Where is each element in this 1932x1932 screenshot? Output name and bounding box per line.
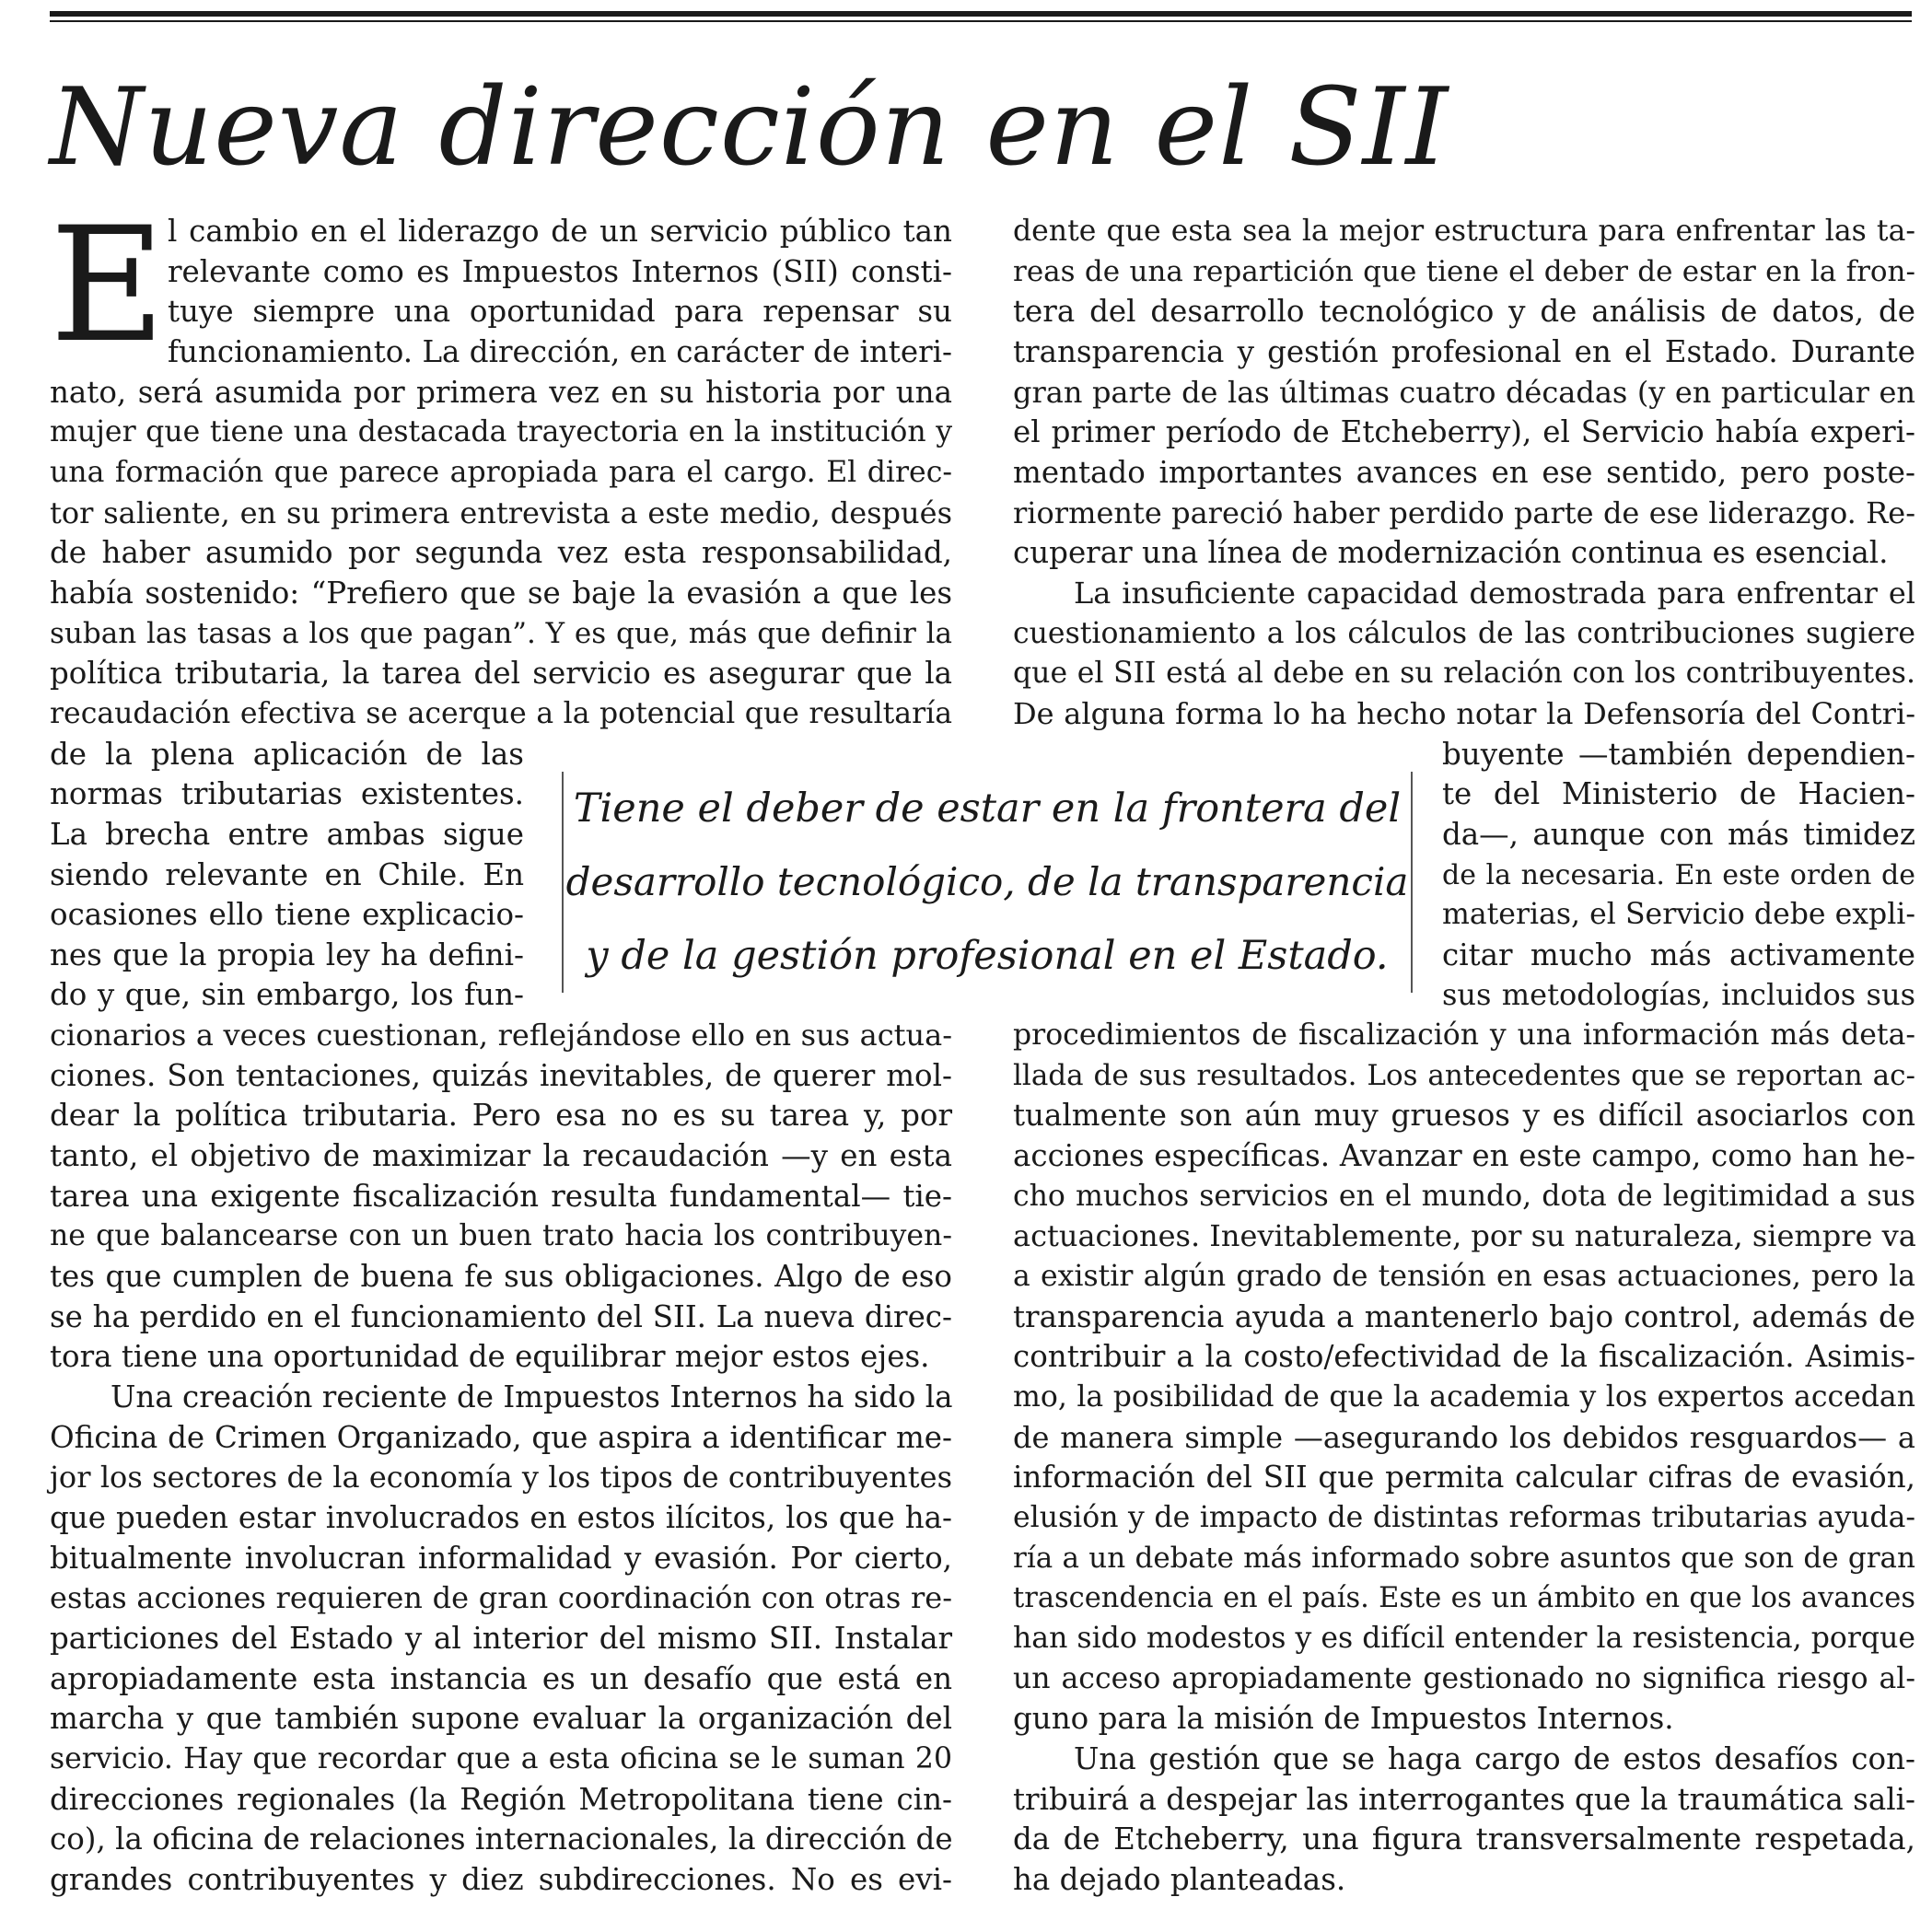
text-line: jor los sectores de la economía y los tipos de contribuyentes	[50, 1460, 952, 1496]
text-line: un acceso apropiadamente gestionado no significa riesgo al-	[1013, 1661, 1915, 1695]
text-line: citar mucho más activamente	[1442, 937, 1915, 972]
text-line: da—, aunque con más timidez	[1442, 816, 1915, 852]
pull-quote-line: y de la gestión profesional en el Estado.	[586, 933, 1389, 979]
text-line: direcciones regionales (la Región Metropolitana tiene cin-	[50, 1781, 952, 1817]
text-line: do y que, sin embargo, los fun-	[50, 977, 524, 1013]
text-line: tarea una exigente fiscalización resulta fundamental— tie-	[50, 1178, 952, 1214]
text-line: l cambio en el liderazgo de un servicio público tan	[168, 214, 952, 249]
right-wrap-around-quote	[1442, 735, 1932, 1017]
pull-quote	[562, 772, 1413, 993]
text-line: dente que esta sea la mejor estructura para enfrentar las ta-	[1013, 215, 1915, 248]
text-line: actuaciones. Inevitablemente, por su naturaleza, siempre va	[1013, 1218, 1916, 1254]
text-line: tribuirá a despejar las interrogantes que la traumática sali-	[1013, 1781, 1915, 1817]
text-line: transparencia ayuda a mantenerlo bajo control, además de	[1013, 1298, 1915, 1334]
text-line: cuestionamiento a los cálculos de las contribuciones sugiere	[1013, 616, 1915, 650]
text-line: da de Etcheberry, una figura transversalmente respetada,	[1013, 1821, 1915, 1857]
text-line: Oficina de Crimen Organizado, que aspira a identificar me-	[50, 1419, 952, 1455]
text-line: riormente pareció haber perdido parte de ese liderazgo. Re-	[1013, 495, 1915, 530]
drop-cap: E	[50, 192, 166, 378]
text-line: procedimientos de fiscalización y una información más deta-	[1013, 1018, 1915, 1053]
text-line: buyente —también dependien-	[1442, 736, 1915, 772]
text-line: de la necesaria. En este orden de	[1442, 858, 1915, 891]
pull-quote-line: desarrollo tecnológico, de la transparencia	[565, 859, 1409, 904]
text-line: mo, la posibilidad de que la academia y los expertos accedan	[1013, 1380, 1915, 1414]
text-line: tera del desarrollo tecnológico y de análisis de datos, de	[1013, 294, 1915, 330]
text-line: guno para la misión de Impuestos Internos.	[1013, 1701, 1674, 1737]
text-line: materias, el Servicio debe expli-	[1442, 898, 1915, 932]
text-line: marcha y que también supone evaluar la organización del	[50, 1701, 952, 1737]
top-rule-thin	[50, 20, 1912, 22]
dropcap-lines	[50, 212, 952, 373]
text-line: llada de sus resultados. Los antecedentes que se reportan ac-	[1013, 1058, 1915, 1092]
text-line: particiones del Estado y al interior del mismo SII. Instalar	[50, 1620, 952, 1656]
text-line: tes que cumplen de buena fe sus obligaciones. Algo de eso	[50, 1259, 952, 1295]
text-line: suban las tasas a los que pagan”. Y es que, más que definir la	[50, 616, 952, 650]
text-line: normas tributarias existentes.	[50, 776, 524, 812]
text-line: tanto, el objetivo de maximizar la recaudación —y en esta	[50, 1138, 952, 1174]
text-line: cho muchos servicios en el mundo, dota de legitimidad a sus	[1013, 1179, 1915, 1213]
headline: Nueva dirección en el SII	[50, 65, 1449, 190]
text-line: siendo relevante en Chile. En	[50, 856, 524, 892]
left-column	[50, 212, 952, 1901]
text-line: elusión y de impacto de distintas reformas tributarias ayuda-	[1013, 1501, 1915, 1534]
text-line: ocasiones ello tiene explicacio-	[50, 897, 524, 933]
text-line: cuperar una línea de modernización continua es esencial.	[1013, 535, 1889, 571]
text-line: de la plena aplicación de las	[50, 736, 524, 772]
text-line: sus metodologías, incluidos sus	[1442, 977, 1915, 1013]
text-line: bitualmente involucran informalidad y evasión. Por cierto,	[50, 1540, 952, 1576]
text-line: grandes contribuyentes y diez subdirecciones. No es evi-	[50, 1861, 952, 1897]
text-line: estas acciones requieren de gran coordinación con otras re-	[50, 1580, 952, 1616]
text-line: de haber asumido por segunda vez esta responsabilidad,	[50, 535, 952, 571]
right-column	[1013, 212, 1915, 1901]
text-line: Una creación reciente de Impuestos Internos ha sido la	[111, 1379, 953, 1415]
text-line: La brecha entre ambas sigue	[50, 816, 524, 852]
text-line: recaudación efectiva se acerque a la potencial que resultaría	[50, 696, 952, 730]
text-line: transparencia y gestión profesional en el Estado. Durante	[1013, 333, 1915, 369]
text-line: tora tiene una oportunidad de equilibrar mejor estos ejes.	[50, 1339, 930, 1375]
text-line: ha dejado planteadas.	[1013, 1861, 1346, 1897]
text-line: De alguna forma lo ha hecho notar la Defensoría del Contri-	[1013, 695, 1915, 731]
text-line: contribuir a la costo/efectividad de la fiscalización. Asimis-	[1013, 1339, 1915, 1375]
text-line: tualmente son aún muy gruesos y es difícil asociarlos con	[1013, 1098, 1915, 1134]
text-line: de manera simple —asegurando los debidos resguardos— a	[1013, 1419, 1915, 1455]
text-line: ne que balancearse con un buen trato hacia los contribuyen-	[50, 1219, 952, 1253]
text-line: reas de una repartición que tiene el deber de estar en la fron-	[1013, 254, 1915, 288]
text-line: Una gestión que se haga cargo de estos desafíos con-	[1074, 1740, 1915, 1776]
text-line: co), la oficina de relaciones internacionales, la dirección de	[50, 1821, 953, 1857]
text-line: La insuficiente capacidad demostrada para enfrentar el	[1074, 575, 1915, 611]
text-line: cionarios a veces cuestionan, reflejándose ello en sus actua-	[50, 1018, 952, 1053]
text-line: gran parte de las últimas cuatro décadas (y en particular en	[1013, 374, 1915, 410]
text-line: el primer período de Etcheberry), el Servicio había experi-	[1013, 414, 1915, 450]
text-line: han sido modestos y es difícil entender la resistencia, porque	[1013, 1621, 1915, 1655]
text-line: mujer que tiene una destacada trayectoria en la institución y	[50, 415, 952, 449]
pull-quote-line: Tiene el deber de estar en la frontera del	[573, 786, 1402, 832]
text-line: que pueden estar involucrados en estos ilícitos, los que ha-	[50, 1500, 952, 1535]
text-line: política tributaria, la tarea del servicio es asegurar que la	[50, 656, 952, 692]
text-line: tuye siempre una oportunidad para repensar su	[168, 294, 952, 330]
top-rule-thick	[50, 11, 1912, 17]
text-line: mentado importantes avances en ese sentido, pero poste-	[1013, 454, 1915, 490]
text-line: información del SII que permita calcular cifras de evasión,	[1013, 1460, 1915, 1496]
text-line: tor saliente, en su primera entrevista a este medio, después	[50, 495, 952, 530]
text-line: trascendencia en el país. Este es un ámbito en que los avances	[1013, 1582, 1915, 1615]
text-line: que el SII está al debe en su relación con los contribuyentes.	[1013, 657, 1915, 691]
text-line: relevante como es Impuestos Internos (SII) consti-	[168, 253, 952, 289]
text-line: nes que la propia ley ha defini-	[50, 937, 524, 972]
text-line: servicio. Hay que recordar que a esta oficina se le suman 20	[50, 1741, 952, 1775]
text-line: ría a un debate más informado sobre asuntos que son de gran	[1013, 1541, 1915, 1575]
text-line: apropiadamente esta instancia es un desafío que está en	[50, 1660, 952, 1696]
text-line: te del Ministerio de Hacien-	[1442, 776, 1915, 812]
text-line: dear la política tributaria. Pero esa no es su tarea y, por	[50, 1098, 952, 1134]
text-line: a existir algún grado de tensión en esas actuaciones, pero la	[1013, 1260, 1915, 1294]
text-line: se ha perdido en el funcionamiento del SII. La nueva direc-	[50, 1298, 952, 1334]
text-line: había sostenido: “Prefiero que se baje la evasión a que les	[50, 575, 952, 611]
text-line: una formación que parece apropiada para el cargo. El direc-	[50, 455, 952, 489]
text-line: acciones específicas. Avanzar en este campo, como han he-	[1013, 1138, 1915, 1174]
text-line: funcionamiento. La dirección, en carácter de interi-	[168, 333, 952, 369]
text-line: nato, será asumida por primera vez en su historia por una	[50, 374, 952, 410]
text-line: ciones. Son tentaciones, quizás inevitables, de querer mol-	[50, 1057, 952, 1093]
